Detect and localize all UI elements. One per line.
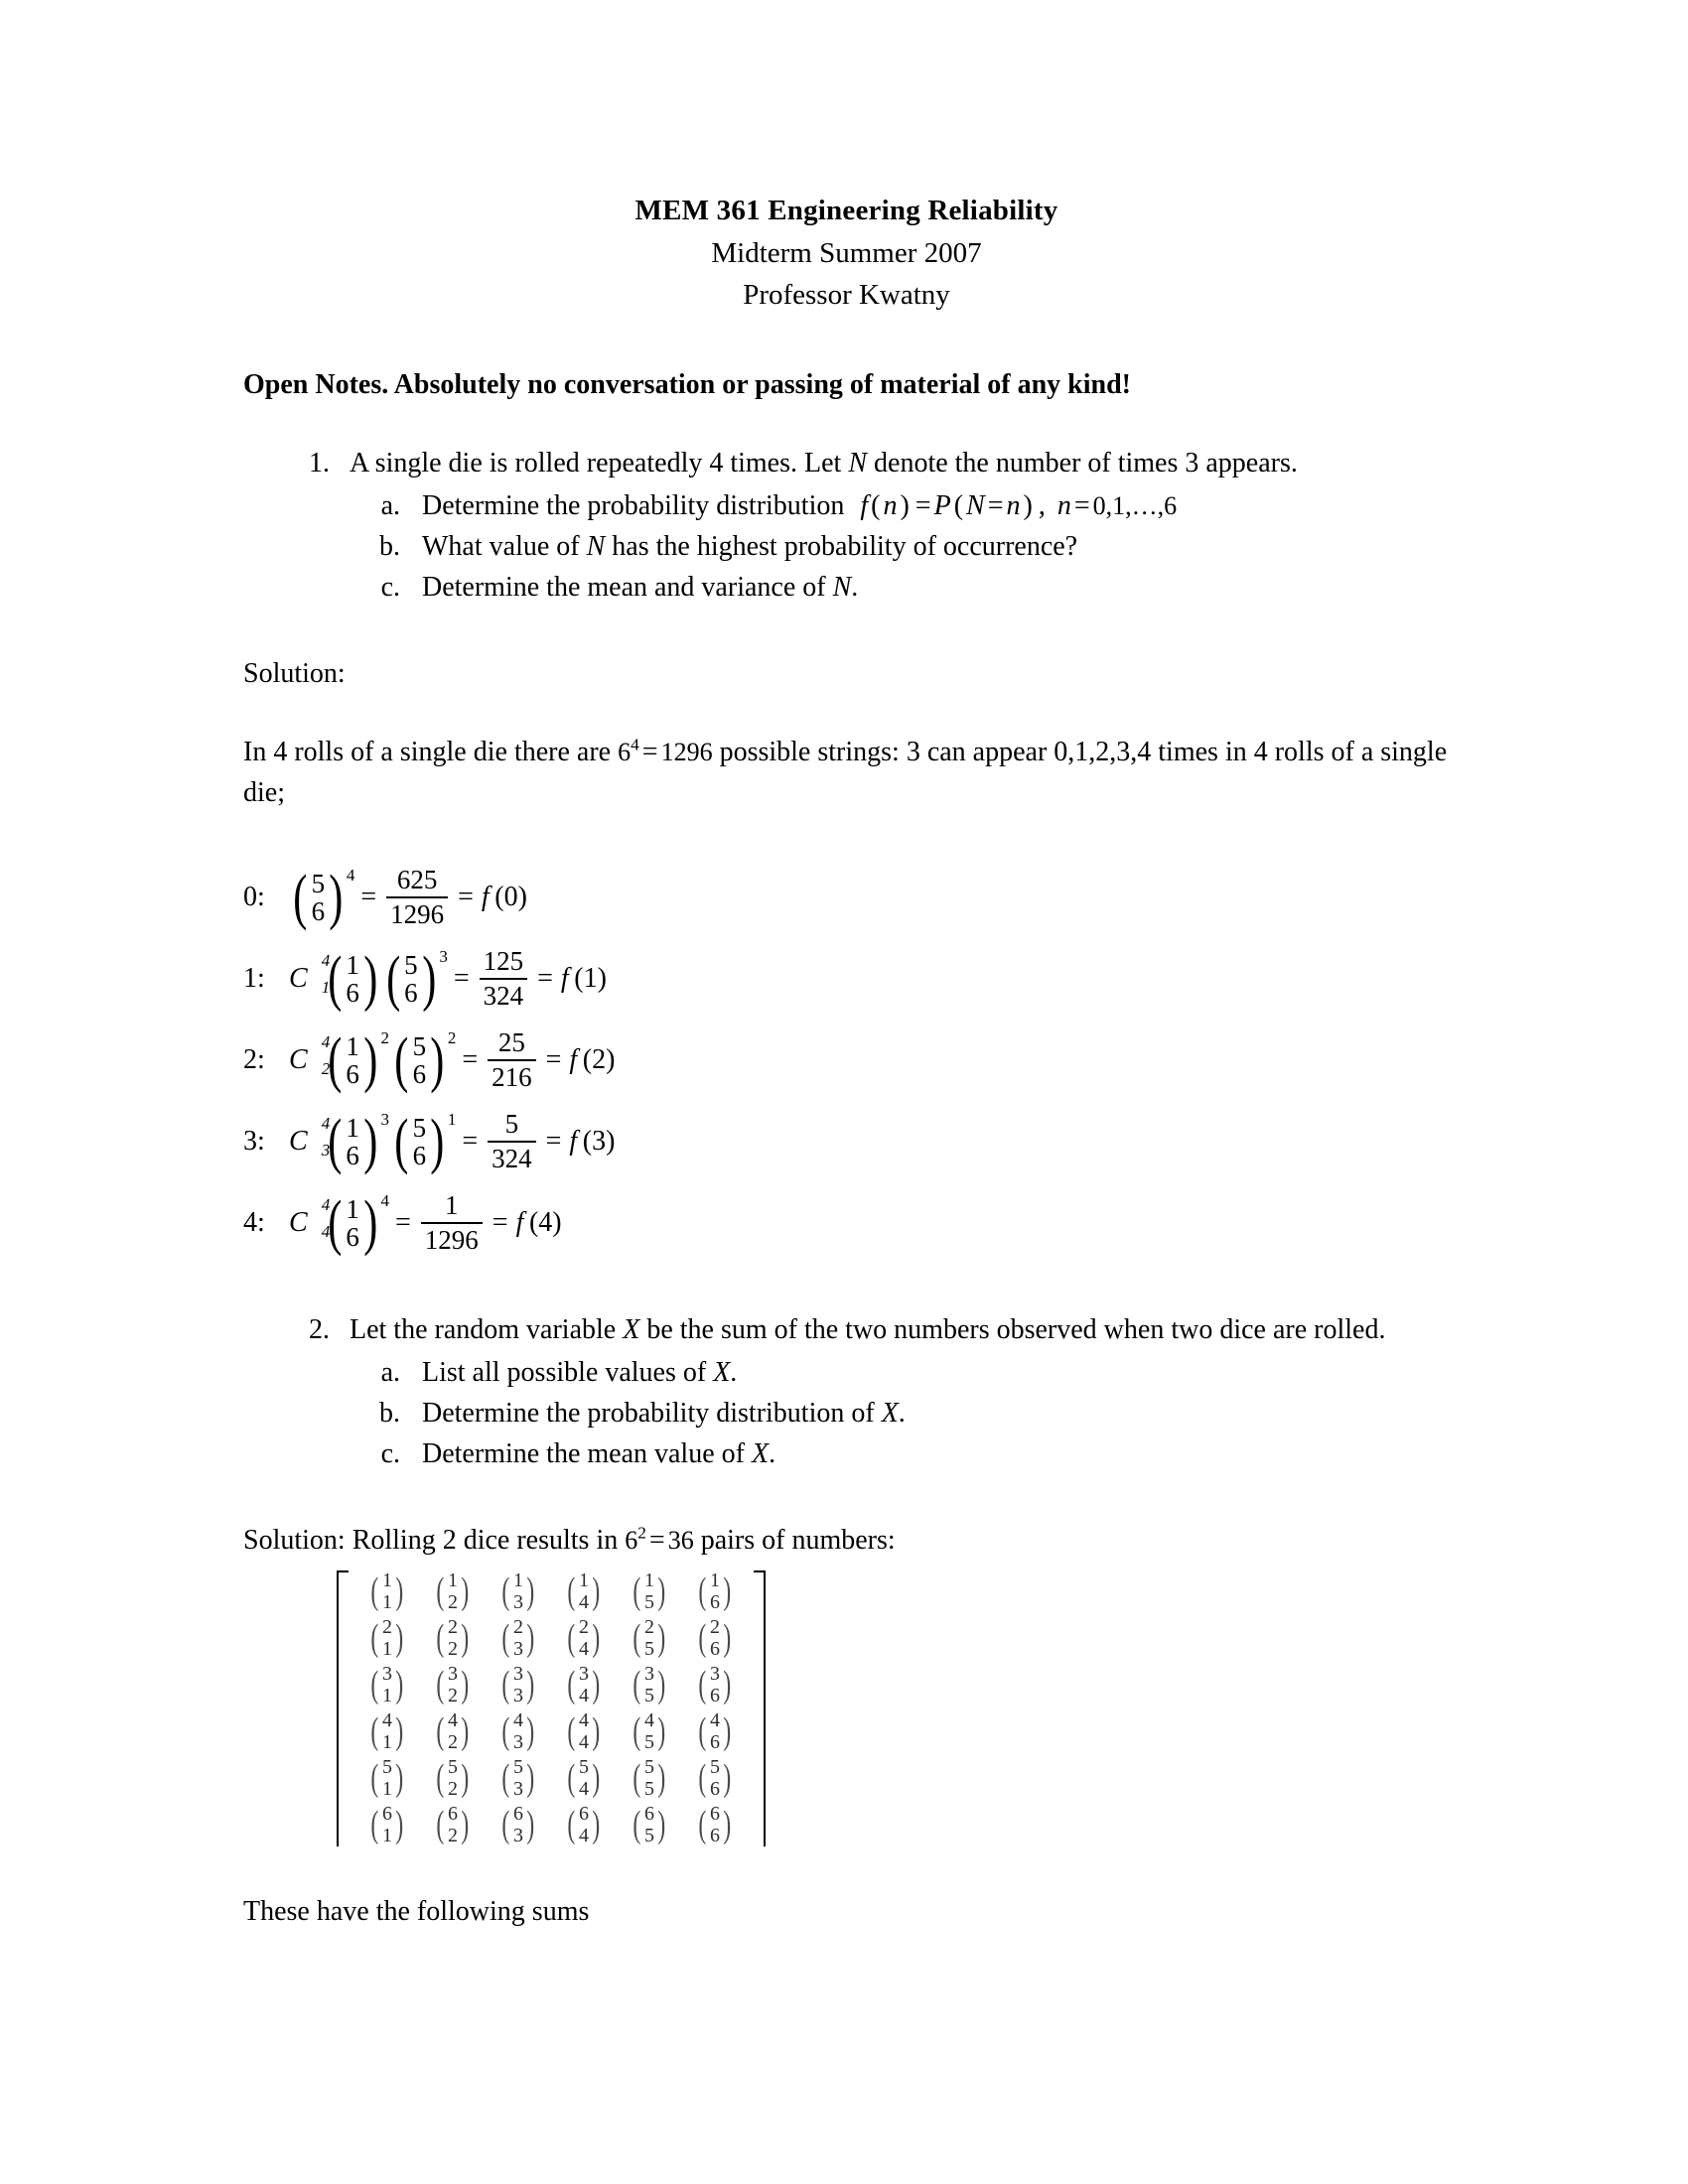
- matrix-cell: [420, 1662, 486, 1708]
- matrix-cell: [486, 1662, 551, 1708]
- parenthesized-fraction: ( 1 6 ): [327, 944, 378, 1013]
- problem-2: [243, 1309, 1450, 1474]
- matrix-row: [354, 1615, 748, 1662]
- dice-pair-vector: ( 4 2 ): [436, 1708, 470, 1753]
- document-body: [243, 189, 1450, 1932]
- dice-pair-vector: ( 4 3 ): [501, 1708, 535, 1753]
- p2-item-b-text-b: .: [898, 1398, 906, 1429]
- equation-label: 0:: [243, 882, 265, 912]
- problem-2-marker: 2.: [309, 1314, 330, 1345]
- dice-pair-vector: ( 6 5 ): [633, 1802, 666, 1846]
- dice-pair-vector: ( 6 1 ): [370, 1802, 404, 1846]
- item-b-text-a: What value of: [422, 531, 587, 562]
- p2-item-a-text-a: List all possible values of: [422, 1357, 714, 1388]
- solution-1-seg2: possible strings: 3 can appear 0,1,2,3,4 times in 4 rolls of a single die;: [243, 737, 1448, 808]
- matrix-cell: [682, 1708, 748, 1755]
- dice-pair-vector: ( 3 4 ): [567, 1662, 601, 1706]
- dice-pair-vector: ( 1 3 ): [501, 1569, 535, 1613]
- problem-1-item-a: [352, 485, 1450, 526]
- item-b-var-n: N: [586, 531, 606, 562]
- solution-1-math: $6^4 = 1296$: [618, 735, 713, 767]
- dice-pair-vector: ( 2 6 ): [698, 1615, 732, 1660]
- dice-pair-vector: ( 1 5 ): [633, 1569, 666, 1613]
- matrix-cell: [617, 1615, 682, 1662]
- matrix-cell: [486, 1802, 551, 1848]
- dice-pair-vector: ( 2 4 ): [567, 1615, 601, 1660]
- matrix-cell: [486, 1569, 551, 1615]
- function-notation: f (4): [515, 1207, 562, 1238]
- solution-1-paragraph: [243, 732, 1450, 813]
- matrix-cell: [682, 1755, 748, 1802]
- p2-item-b-text-a: Determine the probability distribution of: [422, 1398, 882, 1429]
- problem-1: [243, 443, 1450, 608]
- matrix-cell: [420, 1615, 486, 1662]
- solution-1-label: Solution:: [243, 658, 346, 689]
- item-b-text-b: has the highest probability of occurrence?: [605, 531, 1078, 562]
- matrix-rows: [351, 1567, 752, 1850]
- equals-sign: =: [462, 1044, 479, 1075]
- result-fraction: $\frac{625}{1296}$: [386, 866, 448, 929]
- exam-notice: Open Notes. Absolutely no conversation or passing of material of any kind!: [243, 369, 1131, 400]
- dice-pair-vector: ( 1 6 ): [698, 1569, 732, 1613]
- dice-pair-vector: ( 3 2 ): [436, 1662, 470, 1706]
- dice-pair-vector: ( 6 4 ): [567, 1802, 601, 1846]
- equals-sign: =: [462, 1126, 479, 1157]
- p2-item-c-marker: c.: [380, 1438, 400, 1469]
- parenthesized-fraction: ( 5 6 ) 3: [385, 944, 448, 1013]
- matrix-cell: [551, 1802, 617, 1848]
- equation-row: [243, 857, 1450, 938]
- combination-symbol: C 4 3: [289, 1114, 331, 1160]
- problem-2-item-a: [352, 1352, 1450, 1393]
- page-title: MEM 361 Engineering Reliability: [634, 195, 1058, 226]
- matrix-cell: [551, 1662, 617, 1708]
- matrix-cell: [617, 1662, 682, 1708]
- problem-1-item-c: [352, 567, 1450, 608]
- dice-pairs-matrix-host: [243, 1561, 1450, 1855]
- parenthesized-fraction: ( 1 6 ) 4: [327, 1188, 389, 1257]
- equals-sign: =: [458, 882, 474, 912]
- item-a-text: Determine the probability distribution: [422, 490, 845, 521]
- problem-2-stem: [278, 1309, 1450, 1350]
- dice-pair-vector: ( 3 3 ): [501, 1662, 535, 1706]
- dice-pair-vector: ( 2 2 ): [436, 1615, 470, 1660]
- combination-symbol: C 4 1: [289, 951, 331, 997]
- item-b-marker: b.: [379, 531, 400, 562]
- problem-1-item-b: [352, 526, 1450, 567]
- equals-sign: =: [453, 963, 470, 994]
- dice-pair-vector: ( 6 3 ): [501, 1802, 535, 1846]
- equals-sign: =: [545, 1126, 562, 1157]
- dice-pair-vector: ( 5 5 ): [633, 1755, 666, 1800]
- result-fraction: $\frac{25}{216}$: [488, 1028, 536, 1092]
- result-fraction: $\frac{1}{1296}$: [421, 1191, 483, 1255]
- matrix-cell: [682, 1662, 748, 1708]
- problem-1-var-n: N: [848, 448, 868, 478]
- matrix-row: [354, 1662, 748, 1708]
- solution-1-seg1: In 4 rolls of a single die there are: [243, 737, 619, 767]
- document-header: [243, 189, 1450, 316]
- equals-sign: =: [545, 1044, 562, 1075]
- dice-pair-vector: ( 1 4 ): [567, 1569, 601, 1613]
- dice-pair-vector: ( 4 1 ): [370, 1708, 404, 1753]
- p2-item-a-var-x: X: [713, 1357, 731, 1388]
- equation-row: [243, 1020, 1450, 1101]
- function-notation: f (1): [560, 963, 607, 994]
- matrix-cell: [617, 1802, 682, 1848]
- item-c-text-b: .: [851, 572, 859, 603]
- function-notation: f (2): [569, 1044, 616, 1075]
- p2-item-c-text-a: Determine the mean value of: [422, 1438, 752, 1469]
- p2-item-c-text-b: .: [769, 1438, 776, 1469]
- result-fraction: $\frac{5}{324}$: [488, 1110, 536, 1173]
- problem-1-text-a: A single die is rolled repeatedly 4 times. Let: [350, 448, 849, 478]
- matrix-row: [354, 1802, 748, 1848]
- p2-item-c-var-x: X: [751, 1438, 770, 1469]
- item-c-text-a: Determine the mean and variance of: [422, 572, 833, 603]
- matrix-cell: [420, 1569, 486, 1615]
- dice-pair-vector: ( 2 5 ): [633, 1615, 666, 1660]
- matrix-cell: [420, 1708, 486, 1755]
- matrix-cell: [354, 1615, 420, 1662]
- solution-2-seg1: Solution: Rolling 2 dice results in: [243, 1525, 626, 1556]
- p2-item-b-marker: b.: [379, 1398, 400, 1429]
- dice-pair-vector: ( 5 1 ): [370, 1755, 404, 1800]
- equation-label: 2:: [243, 1044, 265, 1075]
- equals-sign: =: [537, 963, 553, 994]
- dice-pair-vector: ( 5 6 ): [698, 1755, 732, 1800]
- problem-2-text-b: be the sum of the two numbers observed when two dice are rolled.: [639, 1314, 1386, 1345]
- matrix-cell: [551, 1569, 617, 1615]
- item-c-var-n: N: [832, 572, 852, 603]
- dice-pair-vector: ( 6 6 ): [698, 1802, 732, 1846]
- parenthesized-fraction: ( 5 6 ) 4: [293, 863, 355, 931]
- matrix-row: [354, 1569, 748, 1615]
- equation-row: [243, 1182, 1450, 1264]
- matrix-cell: [354, 1708, 420, 1755]
- matrix-left-bracket: [335, 1567, 351, 1850]
- solution-2-paragraph: [243, 1520, 1450, 1561]
- equals-sign: =: [492, 1207, 508, 1238]
- problem-1-subitems: [243, 485, 1450, 608]
- parenthesized-fraction: ( 5 6 ) 1: [394, 1107, 457, 1175]
- matrix-cell: [354, 1755, 420, 1802]
- equals-sign: =: [395, 1207, 411, 1238]
- item-a-marker: a.: [380, 490, 400, 521]
- matrix-cell: [420, 1802, 486, 1848]
- problem-2-item-b: [352, 1393, 1450, 1433]
- equation-block: [243, 857, 1450, 1264]
- matrix-cell: [617, 1569, 682, 1615]
- dice-pair-vector: ( 5 2 ): [436, 1755, 470, 1800]
- problem-1-text-b: denote the number of times 3 appears.: [867, 448, 1298, 478]
- p2-item-a-text-b: .: [730, 1357, 738, 1388]
- problem-2-item-c: [352, 1433, 1450, 1474]
- equation-label: 3:: [243, 1126, 265, 1157]
- equation-label: 4:: [243, 1207, 265, 1238]
- dice-pair-vector: ( 4 6 ): [698, 1708, 732, 1753]
- equation-row: [243, 1101, 1450, 1182]
- problem-1-stem: [278, 443, 1450, 483]
- matrix-cell: [617, 1708, 682, 1755]
- item-a-math: f ( n ) = P ( N = n ) , n = 0,1,…,6: [860, 490, 1178, 521]
- dice-pair-vector: ( 1 2 ): [436, 1569, 470, 1613]
- p2-item-a-marker: a.: [380, 1357, 400, 1388]
- matrix-cell: [354, 1802, 420, 1848]
- parenthesized-fraction: ( 1 6 ) 3: [327, 1107, 389, 1175]
- matrix-cell: [354, 1662, 420, 1708]
- parenthesized-fraction: ( 5 6 ) 2: [394, 1025, 457, 1094]
- matrix-cell: [682, 1802, 748, 1848]
- matrix-cell: [354, 1569, 420, 1615]
- dice-pairs-matrix: [335, 1567, 768, 1850]
- matrix-cell: [486, 1755, 551, 1802]
- dice-pair-vector: ( 5 3 ): [501, 1755, 535, 1800]
- problem-2-text-a: Let the random variable: [350, 1314, 624, 1345]
- dice-pair-vector: ( 1 1 ): [370, 1569, 404, 1613]
- matrix-cell: [420, 1755, 486, 1802]
- dice-pair-vector: ( 5 4 ): [567, 1755, 601, 1800]
- matrix-cell: [682, 1569, 748, 1615]
- problem-1-marker: 1.: [309, 448, 330, 478]
- equals-sign: =: [360, 882, 377, 912]
- combination-symbol: C 4 2: [289, 1032, 331, 1078]
- matrix-cell: [486, 1708, 551, 1755]
- matrix-row: [354, 1755, 748, 1802]
- matrix-cell: [682, 1615, 748, 1662]
- solution-2-math: $6^2 = 36$: [625, 1523, 694, 1556]
- dice-pair-vector: ( 4 4 ): [567, 1708, 601, 1753]
- dice-pair-vector: ( 2 1 ): [370, 1615, 404, 1660]
- p2-item-b-var-x: X: [881, 1398, 899, 1429]
- solution-2-seg2: pairs of numbers:: [693, 1525, 896, 1556]
- equation-row: [243, 938, 1450, 1020]
- problem-2-var-x: X: [623, 1314, 640, 1345]
- problem-2-subitems: [243, 1352, 1450, 1474]
- dice-pair-vector: ( 3 5 ): [633, 1662, 666, 1706]
- matrix-row: [354, 1708, 748, 1755]
- function-notation: f (3): [569, 1126, 616, 1157]
- dice-pair-vector: ( 2 3 ): [501, 1615, 535, 1660]
- closing-line: These have the following sums: [243, 1896, 590, 1927]
- matrix-cell: [617, 1755, 682, 1802]
- result-fraction: $\frac{125}{324}$: [480, 947, 528, 1011]
- dice-pair-vector: ( 3 1 ): [370, 1662, 404, 1706]
- equation-label: 1:: [243, 963, 265, 994]
- matrix-right-bracket: [752, 1567, 768, 1850]
- dice-pair-vector: ( 4 5 ): [633, 1708, 666, 1753]
- function-notation: f (0): [481, 882, 527, 912]
- dice-pair-vector: ( 3 6 ): [698, 1662, 732, 1706]
- matrix-cell: [486, 1615, 551, 1662]
- dice-pair-vector: ( 6 2 ): [436, 1802, 470, 1846]
- exam-subtitle: Midterm Summer 2007: [711, 237, 982, 269]
- item-c-marker: c.: [380, 572, 400, 603]
- combination-symbol: C 4 4: [289, 1195, 331, 1241]
- matrix-cell: [551, 1755, 617, 1802]
- matrix-cell: [551, 1708, 617, 1755]
- matrix-cell: [551, 1615, 617, 1662]
- instructor-name: Professor Kwatny: [743, 279, 950, 311]
- parenthesized-fraction: ( 1 6 ) 2: [327, 1025, 389, 1094]
